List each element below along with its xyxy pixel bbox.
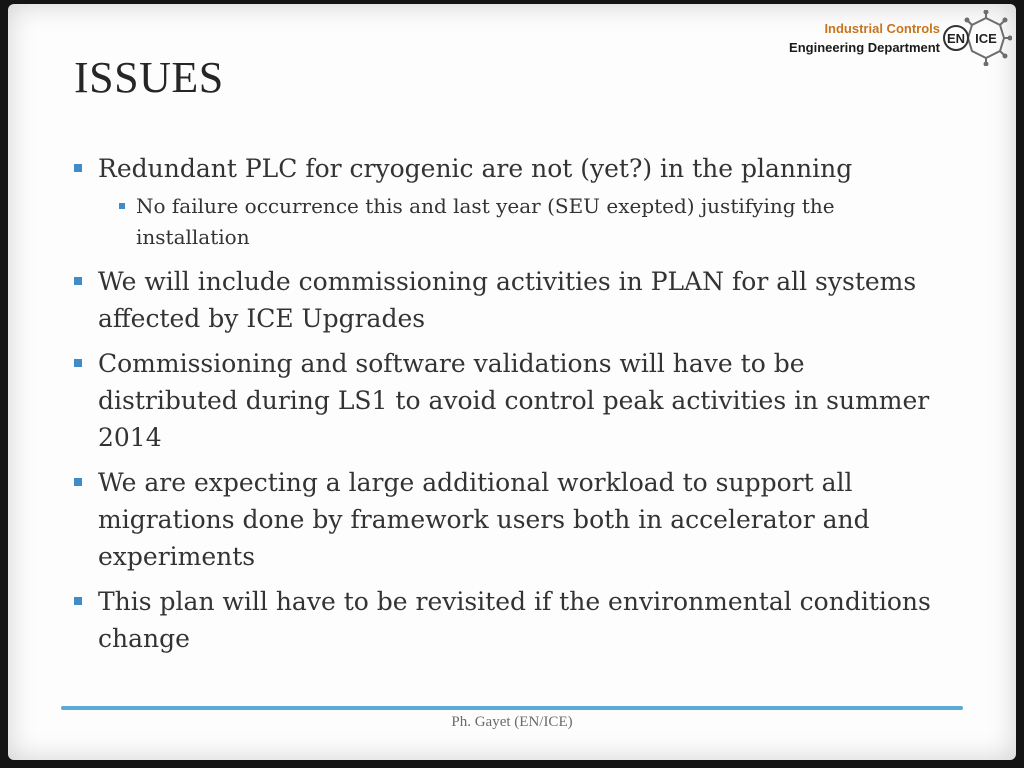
footer-rule [61, 706, 963, 710]
square-bullet-icon [74, 164, 82, 172]
logo-line-engineering-department: Engineering Department [789, 40, 940, 55]
slide-title: ISSUES [74, 53, 224, 102]
bullet-text: This plan will have to be revisited if the environmental conditions change [98, 587, 931, 653]
logo-badge-ice: ICE [975, 31, 997, 46]
square-bullet-icon [74, 478, 82, 486]
bullet-item [74, 583, 934, 657]
slide-body [74, 150, 934, 665]
en-ice-logo-icon [942, 10, 1012, 66]
square-bullet-icon [74, 359, 82, 367]
square-bullet-icon [119, 203, 125, 209]
logo-badge-en: EN [946, 31, 966, 46]
bullet-text: We will include commissioning activities in PLAN for all systems affected by ICE Upgrades [98, 267, 917, 333]
square-bullet-icon [74, 277, 82, 285]
bullet-item [74, 150, 934, 187]
sub-bullet-text: No failure occurrence this and last year (SEU exepted) justifying the installation [136, 194, 835, 249]
bullet-text: We are expecting a large additional workload to support all migrations done by framework users both in accelerator and experiments [98, 468, 870, 571]
slide [8, 4, 1016, 760]
sub-bullet-item [74, 191, 934, 253]
bullet-text: Redundant PLC for cryogenic are not (yet?) in the planning [98, 154, 853, 183]
logo-line-industrial-controls: Industrial Controls [824, 21, 940, 36]
bullet-item [74, 464, 934, 575]
footer-author: Ph. Gayet (EN/ICE) [451, 714, 573, 730]
bullet-item [74, 345, 934, 456]
bullet-text: Commissioning and software validations will have to be distributed during LS1 to avoid control peak activities in summer 2014 [98, 349, 930, 452]
square-bullet-icon [74, 597, 82, 605]
bullet-item [74, 263, 934, 337]
